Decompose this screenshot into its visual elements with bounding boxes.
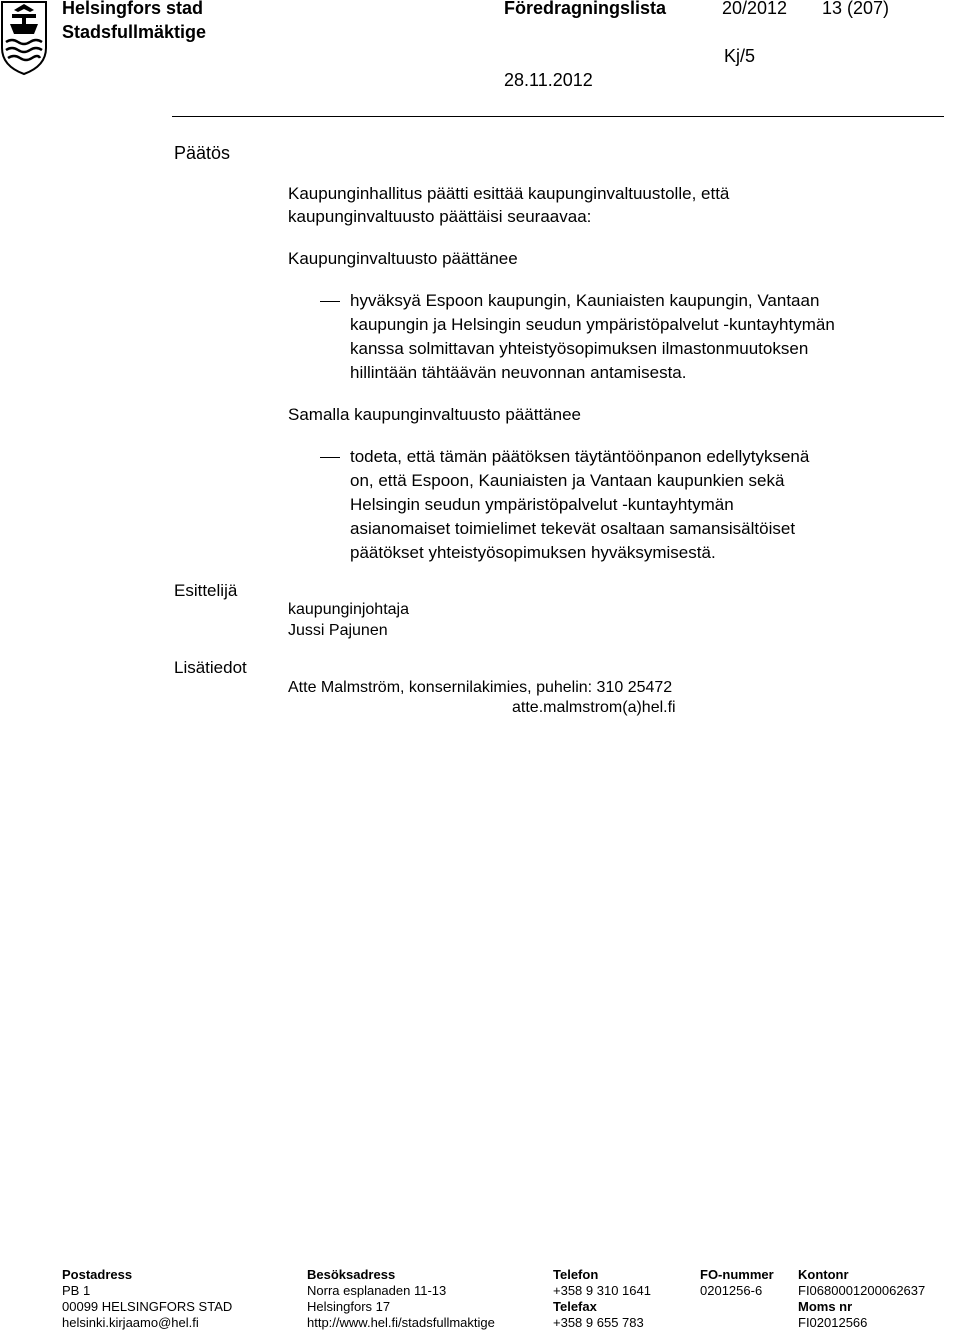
info-contact: Atte Malmström, konsernilakimies, puhelin: 310 25472 [288,679,673,696]
footer-account-head: Kontonr [798,1267,849,1282]
footer-postal [62,1267,232,1331]
bullet-1-line-2: kaupungin ja Helsingin seudun ympäristöpalvelut -kuntayhtymän [350,315,835,334]
also-resolves-text: Samalla kaupunginvaltuusto päättänee [288,405,581,424]
header-item: Kj/5 [724,46,756,66]
footer-business-id [700,1267,774,1299]
bullet-dash [320,457,340,458]
footer-fax-l1: +358 9 655 783 [553,1315,644,1330]
bullet-2-line-5: päätökset yhteistyösopimuksen hyväksymisestä. [350,543,716,562]
bullet-1-line-4: hillintään tähtäävän neuvonnan antamisesta. [350,363,687,382]
bullet-2-line-4: asianomaiset toimielimet tekevät osaltaan samansisältöiset [350,519,796,538]
header-page: 13 (207) [822,0,890,18]
intro-line-2: kaupunginvaltuusto päättäisi seuraavaa: [288,207,592,226]
footer-postal-head: Postadress [62,1267,133,1282]
bullet-2-line-1: todeta, että tämän päätöksen täytäntöönpanon edellytyksenä [350,447,810,466]
footer-visit [307,1267,495,1331]
footer-phone [553,1267,651,1331]
header-body: Stadsfullmäktige [62,22,207,42]
intro-line-1: Kaupunginhallitus päätti esittää kaupunginvaltuustolle, että [288,184,730,203]
helsinki-crest-logo [0,0,48,76]
footer-phone-head: Telefon [553,1267,599,1282]
footer-postal-l2: 00099 HELSINGFORS STAD [62,1299,233,1314]
footer-vat-l1: FI02012566 [798,1315,868,1330]
footer-account-l1: FI0680001200062637 [798,1283,926,1298]
info-email: atte.malmstrom(a)hel.fi [512,699,676,716]
footer-visit-l2: Helsingfors 17 [307,1299,391,1314]
footer-visit-l1: Norra esplanaden 11-13 [307,1283,447,1298]
footer-fax-head: Telefax [553,1299,597,1314]
footer-visit-head: Besöksadress [307,1267,396,1282]
footer-business-id-head: FO-nummer [700,1267,774,1282]
presenter-title: kaupunginjohtaja [288,601,409,618]
footer-visit-l3: http://www.hel.fi/stadsfullmaktige [307,1315,495,1330]
presenter-label: Esittelijä [174,581,238,600]
decision-label: Päätös [174,143,231,163]
header-number: 20/2012 [722,0,788,18]
bullet-1-line-1: hyväksyä Espoon kaupungin, Kauniaisten kaupungin, Vantaan [350,291,820,310]
header-doc-type: Föredragningslista [504,0,667,18]
info-label: Lisätiedot [174,658,247,677]
bullet-1-line-3: kanssa solmittavan yhteistyösopimuksen ilmastonmuutoksen [350,339,809,358]
bullet-2-line-2: on, että Espoon, Kauniaisten ja Vantaan kaupunkien sekä [350,471,785,490]
footer-postal-l1: PB 1 [62,1283,91,1298]
header-org: Helsingfors stad [62,0,204,18]
footer-postal-l3: helsinki.kirjaamo@hel.fi [62,1315,199,1330]
footer-phone-l1: +358 9 310 1641 [553,1283,651,1298]
presenter-name: Jussi Pajunen [288,622,388,639]
header-date: 28.11.2012 [504,70,593,90]
bullet-2-line-3: Helsingin seudun ympäristöpalvelut -kuntayhtymän [350,495,734,514]
footer-vat-head: Moms nr [798,1299,853,1314]
footer-account [798,1267,925,1331]
header-rule [172,116,944,117]
resolves-text: Kaupunginvaltuusto päättänee [288,249,518,268]
bullet-dash [320,301,340,302]
footer-business-id-l1: 0201256-6 [700,1283,763,1298]
